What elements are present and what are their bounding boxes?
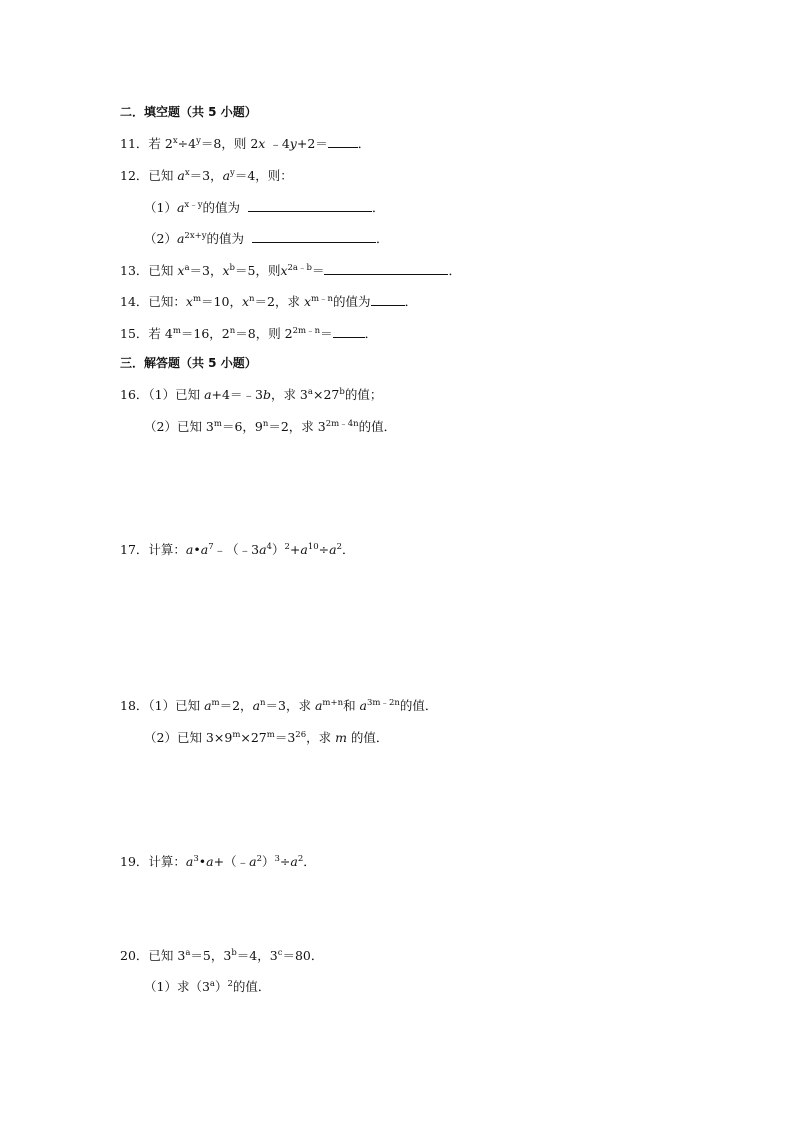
answer-blank[interactable] [248,201,372,212]
question-15: 15．若 $4^m=16$，$2^n=8$，则 $2^{2m﹣n}=$ ． [120,326,378,341]
question-number: 17． [120,542,149,557]
question-11: 11．若 $2^x\div 4^y=8$，则 2x ﹣4y+2＝ ． [120,136,371,151]
question-17: 17．计算：$a•a^7﹣(﹣3a^4)^2+a^{10}\div a^2$． [120,542,355,557]
question-number: 11． [120,136,149,151]
question-number: 14． [120,294,149,309]
question-12: 12．已知 $a^x=3$，$a^y=4$，则： [120,168,293,183]
answer-blank[interactable] [324,264,448,275]
question-number: 20． [120,948,149,963]
question-number: 18． [120,698,149,713]
question-number: 15． [120,326,149,341]
section-solve-heading: 三．解答题（共 5 小题） [120,356,257,370]
question-18: 18．（1）已知 $a^m=2$，$a^n=3$，求 $a^{m+n}$和 $a^{3m﹣2n}$的值． [120,698,438,713]
question-number: 12． [120,168,149,183]
answer-blank[interactable] [333,327,365,338]
question-16: 16．（1）已知 a+4＝﹣3b，求 $3^a\times 27^b$的值； [120,387,383,402]
question-number: 16． [120,387,149,402]
question-number: 19． [120,854,149,869]
question-20: 20．已知 $3^a=5$，$3^b=4$，$3^c=80$． [120,948,324,963]
answer-blank[interactable] [252,232,376,243]
question-19: 19．计算：$a^3•a+(﹣a^2)^3\div a^2$． [120,854,316,869]
question-number: 13． [120,263,149,278]
question-20-part-1: （1）求$(3^a)^2$的值． [144,979,271,994]
question-14: 14．已知：$x^m=10$，$x^n=2$，求 $x^{m﹣n}$的值为 ． [120,294,418,309]
question-16-part-2: （2）已知 $3^m=6$，$9^n=2$，求 $3^{2m﹣4n}$的值． [144,419,397,434]
question-12-part-2: $(2)a^{2x+y}$的值为 ． [144,231,389,246]
question-13: 13．已知 $x^a=3$，$x^b=5$，则$x^{2a﹣b}=$ ． [120,263,461,278]
section-fill-heading: 二．填空题（共 5 小题） [120,105,257,119]
answer-blank[interactable] [328,137,358,148]
answer-blank[interactable] [371,295,405,306]
question-18-part-2: （2）已知 $3\times 9^m\times 27^m=3^{26}$，求 m 的值． [144,730,389,745]
question-12-part-1: $(1)a^{x﹣y}$的值为 ． [144,200,385,215]
